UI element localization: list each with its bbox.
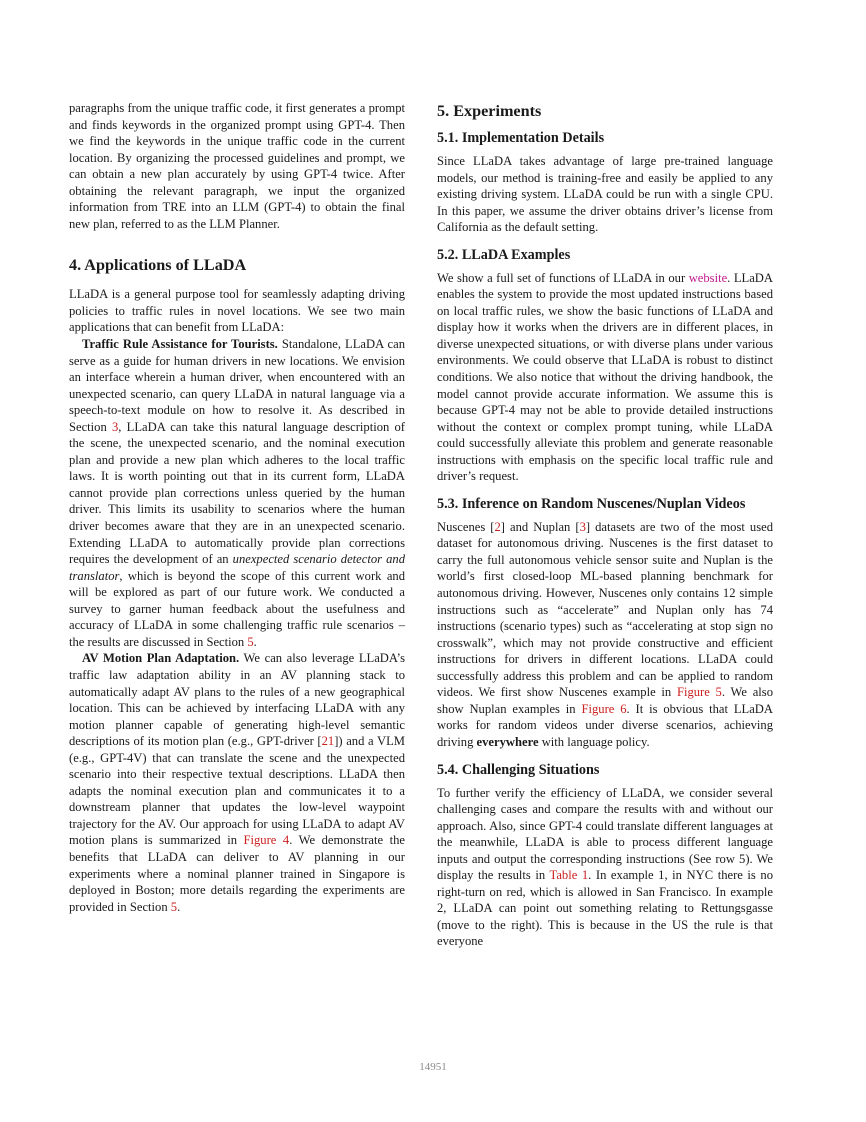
citation-3-link[interactable]: 3: [579, 519, 586, 534]
figure-4-link[interactable]: Figure 4: [243, 833, 290, 848]
paragraph-implementation: Since LLaDA takes advantage of large pre-trained language models, our method is training-free and easily be applied to any existing driving system. LLaDA could be run with a single CPU. In this paper, we assume the driver obtains driver’s license from California as the default setting.: [437, 154, 773, 235]
paragraph-applications: LLaDA is a general purpose tool for seamlessly adapting driving policies to traffic rules in novel locations. We see two main applications that can benefit from LLaDA:: [69, 287, 405, 335]
table-1-link[interactable]: Table 1: [549, 868, 589, 883]
text-segment: ] datasets are two of the most used dataset for autonomous driving. Nuscenes is the first dataset to carry the full autonomous vehicle sensor suite and Nuplan is the world’s first closed-loop ML-based planning benchmark for autonomous driving. However, Nuscenes only contains 12 simple instructions such as “accelerate” and Nuplan only has 74 instructions (scenario types) such as “accelerating at stop sign no crosswalk”, which may not provide constructive and efficient instructions for drivers in different locations. LLaDA could successfully address this problem and can be applied to random videos. We first show Nuscenes example in: [437, 519, 773, 700]
section-heading-experiments: 5. Experiments: [437, 102, 542, 120]
text-segment: , which is beyond the scope of this current work and will be explored as part of our future work. We conducted a survey to garner human feedback about the usefulness and accuracy of LLaDA in some challenging traffic rule scenarios – the results are discussed in Section: [69, 568, 405, 649]
text-segment: , LLaDA can take this natural language description of the scene, the unexpected scenario, and the nominal execution plan and provide a new plan which adheres to the local traffic laws. It is worth pointing out that in its current form, LLaDA cannot provide plan corrections unless queried by the human driver. This limits its usability to scenarios where the human driver becomes aware that they are in an unexpected scenario. Extending LLaDA to automatically provide plan corrections requires the development of an: [69, 419, 405, 567]
paragraph-examples: [437, 270, 773, 485]
text-segment: . LLaDA enables the system to provide the most updated instructions based on local traffic rules, we show the basic functions of LLaDA and display how it works when the drivers are in different places, in diverse unexpected situations, or with diverse plans under various environments. We could observe that LLaDA is robust to distinct conditions. We also notice that without the driving handbook, the model cannot provide accurate information. We assume this is because GPT-4 may not be able to provide detailed instructions without the context or complex prompt tuning, while LLaDA could successfully alleviate this problem and generate reasonable instructions with emphasis on the specific local traffic rule and driver’s request.: [437, 270, 773, 484]
text-segment: We show a full set of functions of LLaDA in our: [437, 270, 689, 285]
paragraph-av-motion-plan: [69, 650, 405, 915]
section-heading-applications: 4. Applications of LLaDA: [69, 256, 247, 275]
section-5-link[interactable]: 5: [170, 899, 178, 914]
text-segment: Nuscenes [: [437, 519, 495, 534]
left-column: [69, 100, 405, 915]
runin-heading-tourists: Traffic Rule Assistance for Tourists.: [82, 337, 278, 352]
runin-heading-av: AV Motion Plan Adaptation.: [82, 651, 240, 666]
text-segment: . In example 1, in NYC there is no right-turn on red, which is allowed in San Francisco. In example 2, LLaDA can point out something relating to Rettungsgasse (move to the right). This is because in the US the rule is that everyone: [437, 868, 773, 949]
text-segment: To further verify the efficiency of LLaDA, we consider several challenging cases and compare the results with and without our approach. Also, since GPT-4 could translate different languages at the meanwhile, LLaDA is able to process different language inputs and output the corresponding instructions (See row 5). We display the results in: [437, 785, 773, 883]
text-segment: ]) and a VLM (e.g., GPT-4V) that can translate the scene and the unexpected scenario into their respective textual descriptions. LLaDA then adapts the nominal execution plan and communicates it to a downstream planner that updates the low-level waypoint trajectory for the AV. Our approach for using LLaDA to adapt AV motion plans is summarized in: [69, 734, 405, 848]
text-segment: with language policy.: [538, 734, 650, 749]
text-segment: Standalone, LLaDA can serve as a guide for human drivers in new locations. We envision an interface wherein a human driver, when encountered with an unexpected scenario, can query LLaDA in natural language via a speech-to-text module on how to resolve it. As described in Section: [69, 337, 406, 434]
section-5-link[interactable]: 5: [247, 634, 254, 649]
subsection-heading-examples: 5.2. LLaDA Examples: [437, 246, 571, 263]
section-3-link[interactable]: 3: [111, 419, 119, 434]
right-column: [437, 100, 773, 950]
paragraph-inference: [437, 519, 773, 751]
text-segment: We can also leverage LLaDA’s traffic law adaptation ability in an AV planning stack to automatically adapt AV plans to the rules of a new geographical location. This can be achieved by interfacing LLaDA with any motion planner capable of generating high-level semantic descriptions of its motion plan (e.g., GPT-driver [: [69, 651, 405, 749]
citation-2-link[interactable]: 2: [494, 519, 501, 534]
figure-6-link[interactable]: Figure 6: [581, 701, 627, 716]
text-segment: .: [253, 634, 257, 649]
subsection-heading-inference: 5.3. Inference on Random Nuscenes/Nuplan Videos: [437, 495, 746, 512]
text-segment: .: [177, 899, 181, 914]
text-segment: . We demonstrate the benefits that LLaDA can deliver to AV planning in our experiments where a nominal planner trained in Singapore is deployed in Boston; more details regarding the experiments are provided in Section: [69, 833, 405, 914]
text-segment: . It is obvious that LLaDA works for random videos under diverse scenarios, achieving driving: [437, 701, 773, 749]
citation-21-link[interactable]: 21: [321, 734, 335, 749]
paragraph-intro: paragraphs from the unique traffic code, it first generates a prompt and finds keywords in the organized prompt using GPT-4. Then we find the keywords in the unique traffic code in the current location. By organizing the processed guidelines and prompt, we can obtain a new plan accurately by using GPT-4 twice. After obtaining the relevant paragraph, we input the organized information from TRE into an LLM (GPT-4) to obtain the final new plan, referred to as the LLM Planner.: [69, 101, 405, 231]
website-link[interactable]: website: [688, 270, 728, 285]
text-segment: . We also show Nuplan examples in: [437, 685, 773, 716]
paragraph-traffic-rule-assistance: [69, 336, 405, 650]
subsection-heading-challenging: 5.4. Challenging Situations: [437, 761, 600, 778]
paragraph-challenging: [437, 785, 773, 950]
italic-phrase: unexpected scenario detector and translator: [69, 552, 405, 583]
subsection-heading-implementation: 5.1. Implementation Details: [437, 130, 605, 146]
text-segment: ] and Nuplan [: [500, 519, 580, 534]
figure-5-link[interactable]: Figure 5: [676, 685, 722, 700]
bold-word: everywhere: [476, 734, 539, 749]
page-number: 14951: [419, 1061, 447, 1073]
